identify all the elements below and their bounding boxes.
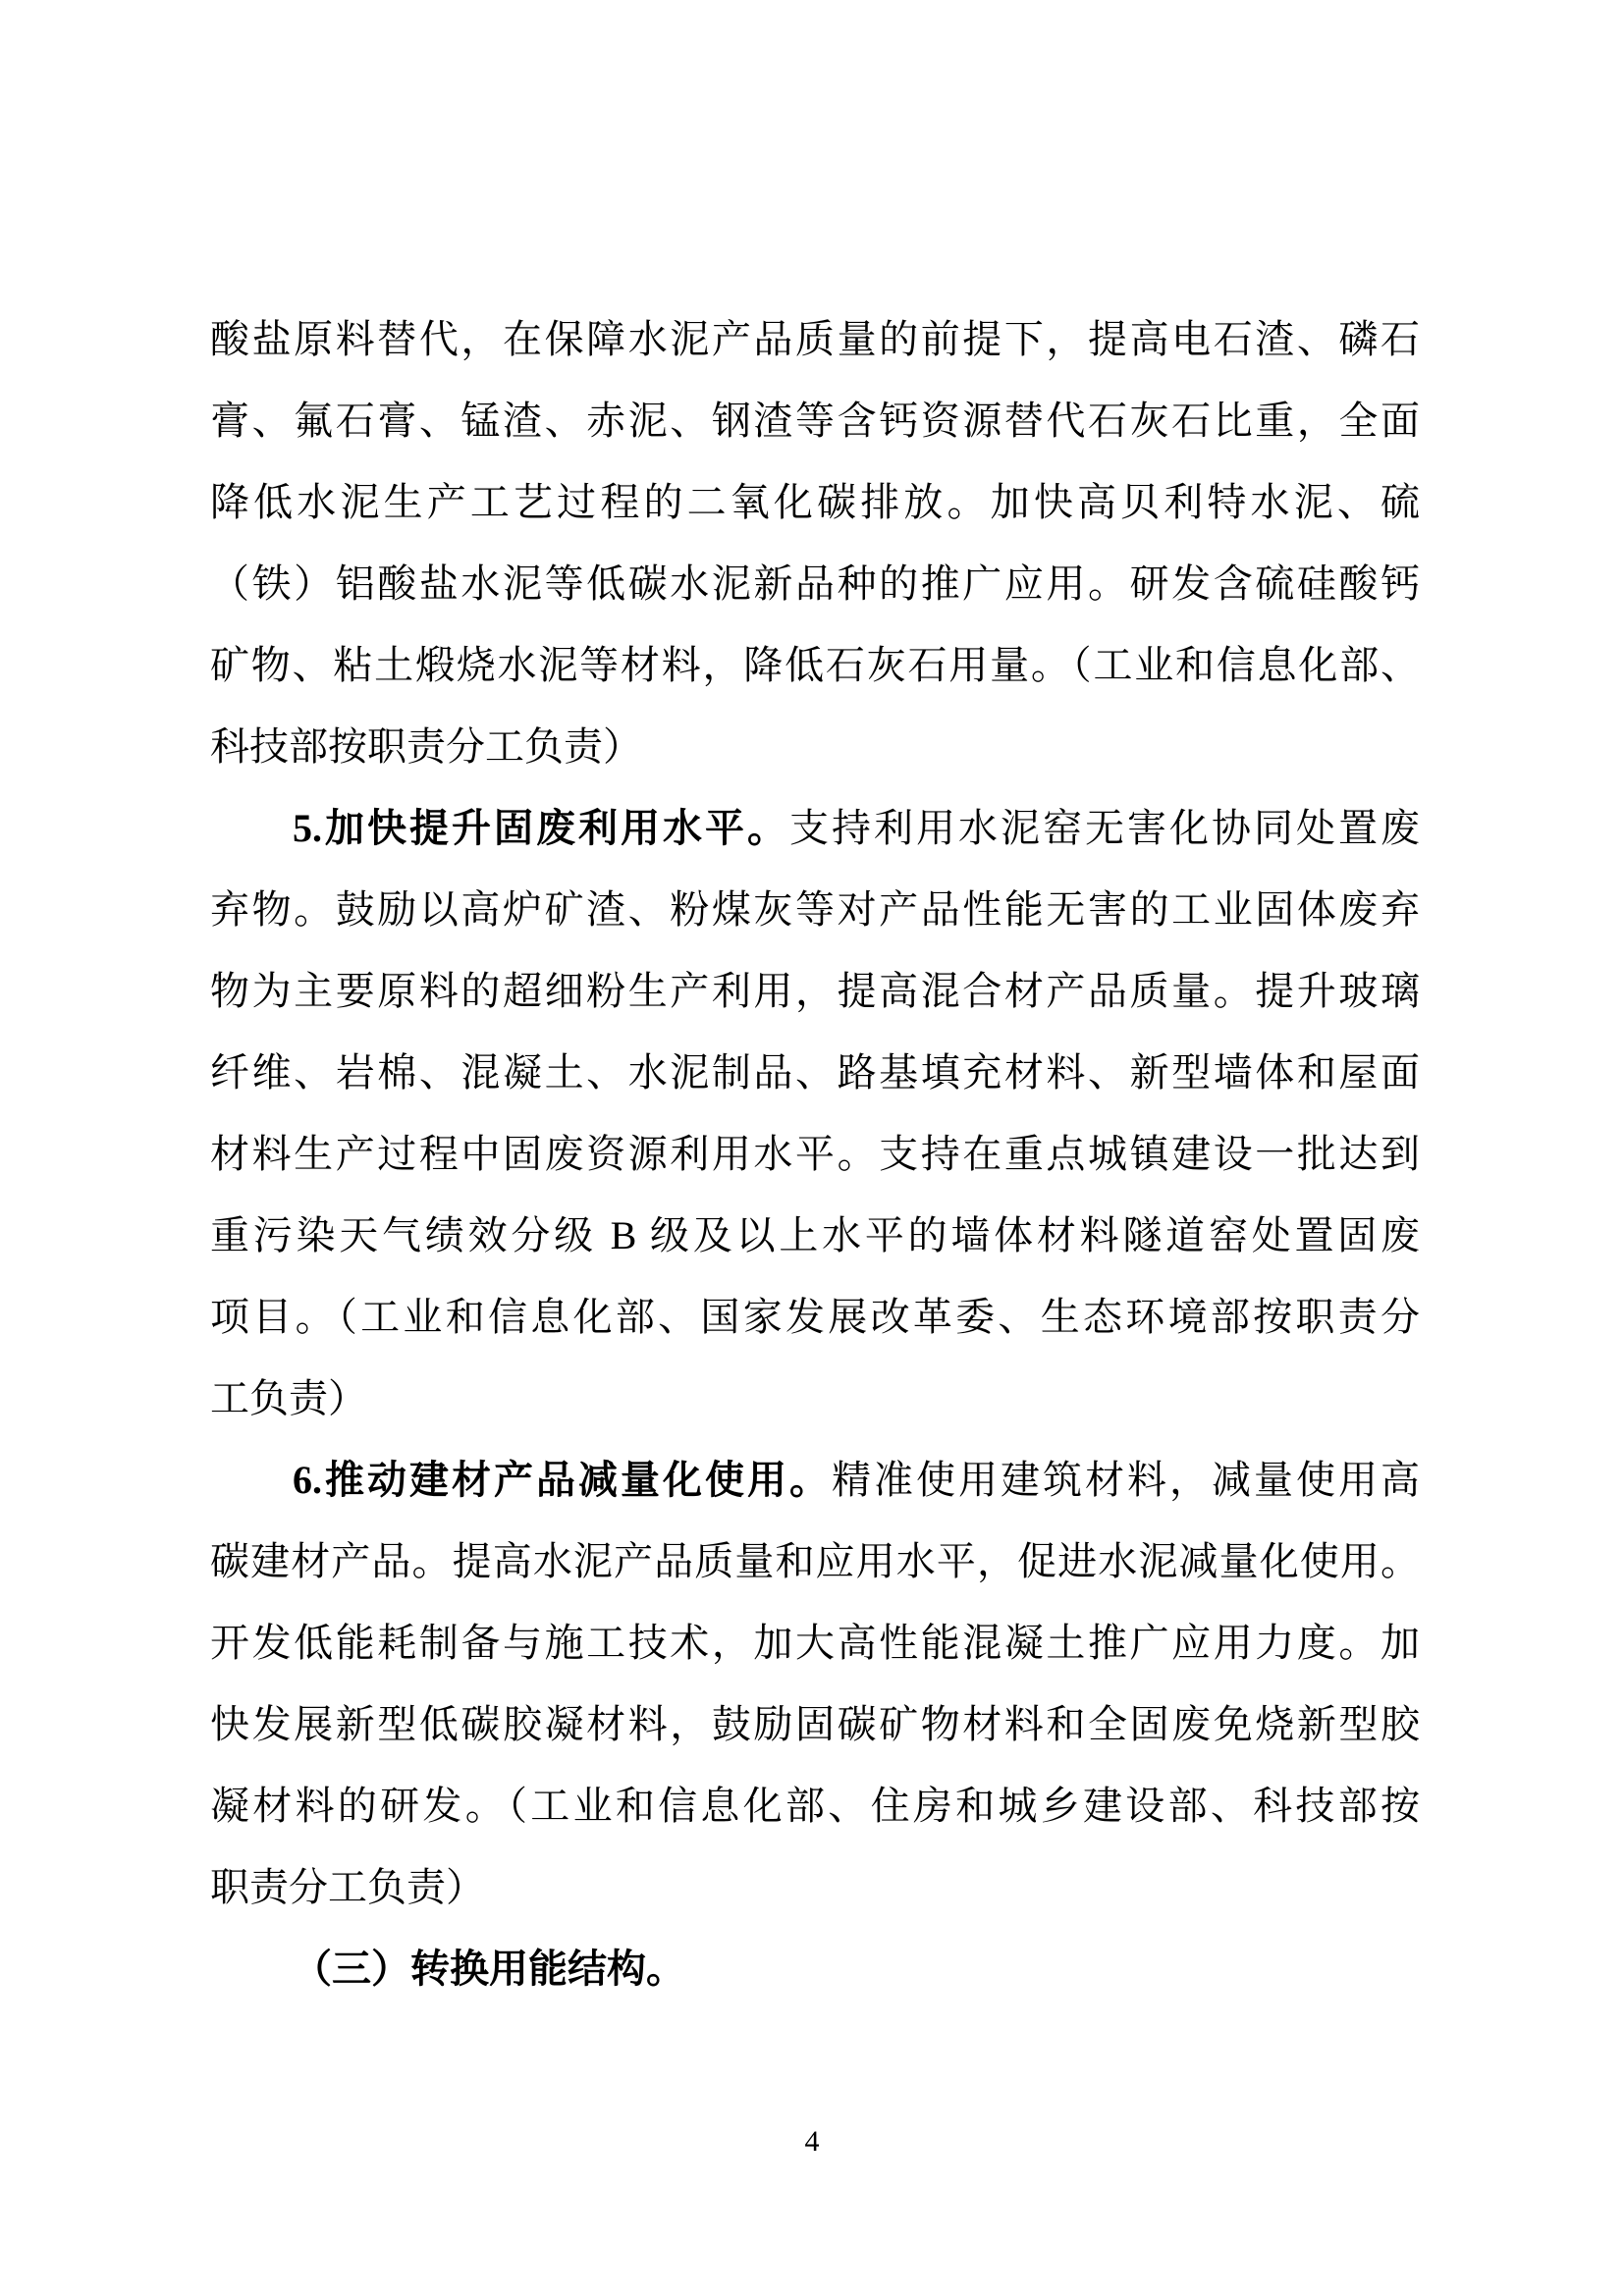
text-line [210, 1276, 1420, 1358]
text-segment: 精准使用建筑材料，减量使用高 [832, 1458, 1420, 1502]
text-line [210, 1846, 1420, 1928]
text-segment: 重污染天气绩效分级 B 级及以上水平的墙体材料隧道窑处置固废 [210, 1213, 1420, 1257]
text-segment: 材料生产过程中固废资源利用水平。支持在重点城镇建设一批达到 [210, 1132, 1420, 1176]
document-body [210, 298, 1420, 2009]
text-line [210, 1358, 1420, 1439]
text-segment: 开发低能耗制备与施工技术，加大高性能混凝土推广应用力度。加 [210, 1621, 1420, 1665]
text-line [210, 624, 1420, 706]
text-line [210, 1765, 1420, 1846]
text-segment: 膏、氟石膏、锰渣、赤泥、钢渣等含钙资源替代石灰石比重，全面 [210, 399, 1420, 443]
bold-text-segment: 5.加快提升固废利用水平。 [293, 806, 789, 850]
text-segment: 项目。（工业和信息化部、国家发展改革委、生态环境部按职责分 [210, 1295, 1420, 1339]
text-segment: 凝材料的研发。（工业和信息化部、住房和城乡建设部、科技部按 [210, 1784, 1420, 1828]
text-segment: 碳建材产品。提高水泥产品质量和应用水平，促进水泥减量化使用。 [210, 1539, 1420, 1583]
text-segment: 物为主要原料的超细粉生产利用，提高混合材产品质量。提升玻璃 [210, 969, 1420, 1013]
text-line [210, 1602, 1420, 1683]
text-line [210, 1439, 1420, 1521]
bold-text-segment: 6.推动建材产品减量化使用。 [293, 1458, 832, 1502]
text-line [210, 950, 1420, 1032]
text-segment: 纤维、岩棉、混凝土、水泥制品、路基填充材料、新型墙体和屋面 [210, 1050, 1420, 1095]
text-line [210, 298, 1420, 380]
text-segment: 矿物、粘土煅烧水泥等材料，降低石灰石用量。（工业和信息化部、 [210, 643, 1420, 687]
text-line [210, 461, 1420, 543]
text-segment: 支持利用水泥窑无害化协同处置废 [789, 806, 1420, 850]
text-line [210, 1683, 1420, 1765]
text-segment: 降低水泥生产工艺过程的二氧化碳排放。加快高贝利特水泥、硫 [210, 480, 1420, 524]
text-line [210, 1113, 1420, 1195]
text-line [210, 1928, 1420, 2009]
text-segment: 弃物。鼓励以高炉矿渣、粉煤灰等对产品性能无害的工业固体废弃 [210, 887, 1420, 932]
text-segment: 酸盐原料替代，在保障水泥产品质量的前提下，提高电石渣、磷石 [210, 317, 1420, 361]
text-line [210, 380, 1420, 461]
text-segment: 快发展新型低碳胶凝材料，鼓励固碳矿物材料和全固废免烧新型胶 [210, 1702, 1420, 1746]
page-number: 4 [804, 2125, 820, 2158]
text-line [210, 869, 1420, 950]
text-line [210, 1032, 1420, 1113]
text-line [210, 1195, 1420, 1276]
text-line [210, 1521, 1420, 1602]
text-segment: 职责分工负责） [210, 1865, 485, 1909]
text-segment: （铁）铝酸盐水泥等低碳水泥新品种的推广应用。研发含硫硅酸钙 [210, 561, 1420, 606]
text-segment: 科技部按职责分工负责） [210, 724, 642, 769]
text-segment: 工负责） [210, 1376, 367, 1420]
bold-text-segment: （三）转换用能结构。 [293, 1947, 685, 1991]
text-line [210, 706, 1420, 787]
text-line [210, 787, 1420, 869]
text-line [210, 543, 1420, 624]
